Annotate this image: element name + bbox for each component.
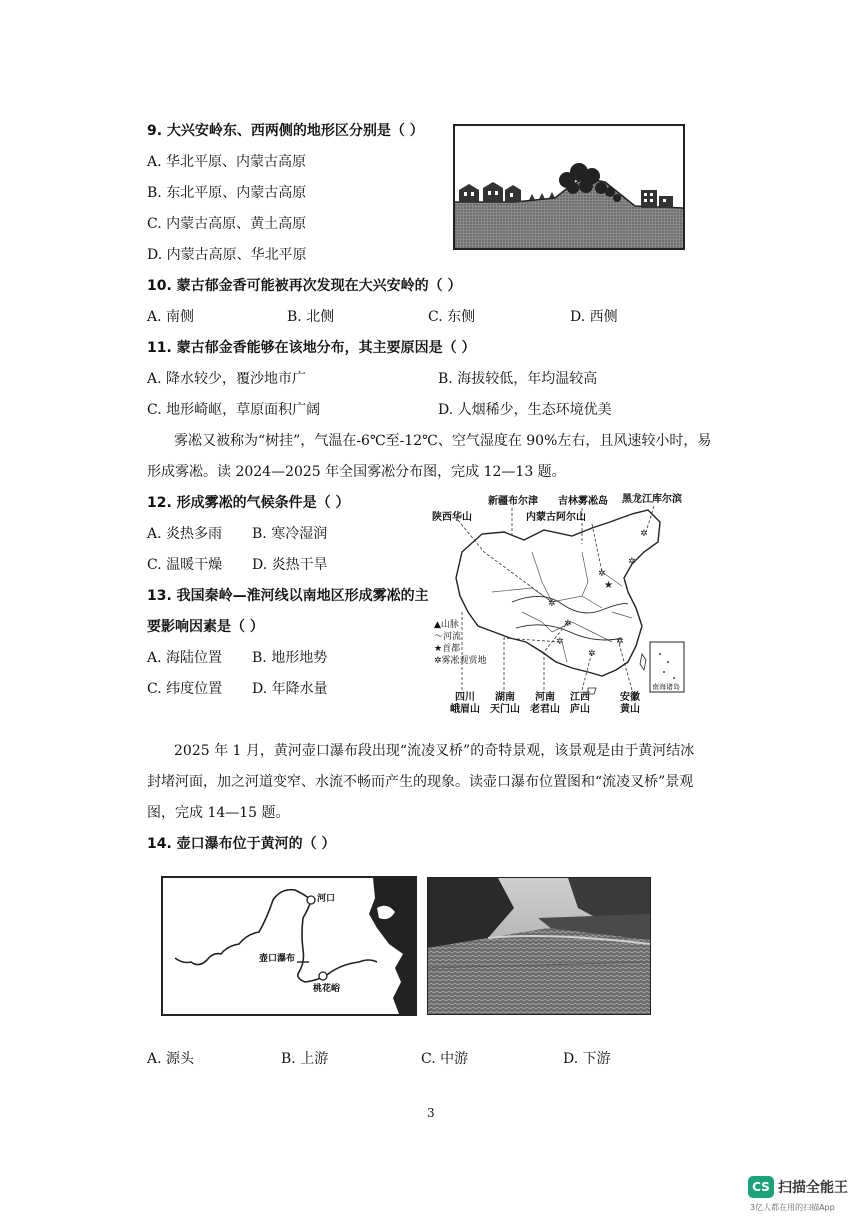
inset-label: 南海诸岛 bbox=[652, 683, 680, 691]
q13-option-c: C. 纬度位置 bbox=[147, 681, 223, 697]
legend-rivers: ～河流 bbox=[434, 632, 462, 642]
camscanner-tagline: 3亿人都在用的扫描App bbox=[750, 1203, 835, 1212]
terrain-profile-figure bbox=[453, 124, 685, 250]
yellow-river-svg bbox=[163, 878, 415, 1014]
q13-option-d: D. 年降水量 bbox=[252, 681, 328, 697]
q10-stem: 10. 蒙古郁金香可能被再次发现在大兴安岭的（ ） bbox=[147, 278, 462, 294]
q13-option-b: B. 地形地势 bbox=[252, 650, 328, 666]
map-label-heilongjiang: 黑龙江库尔滨 bbox=[622, 494, 682, 505]
q14-option-b: B. 上游 bbox=[281, 1051, 329, 1067]
svg-text:★: ★ bbox=[604, 580, 613, 591]
legend-mountains: ▲山脉 bbox=[434, 620, 459, 630]
map-label-jiangxi bbox=[570, 692, 590, 716]
label-hukou-falls: 壶口瀑布 bbox=[259, 954, 296, 964]
map-label-henan-province: 河南 bbox=[535, 692, 555, 703]
q9-option-c: C. 内蒙古高原、黄土高原 bbox=[147, 216, 307, 232]
svg-text:✲: ✲ bbox=[588, 649, 596, 659]
q13-stem-line1: 13. 我国秦岭—淮河线以南地区形成雾凇的主 bbox=[147, 588, 429, 604]
map-label-anhui-site: 黄山 bbox=[620, 704, 640, 715]
svg-text:✲: ✲ bbox=[598, 569, 606, 579]
map-label-sichuan-site: 峨眉山 bbox=[450, 704, 480, 715]
terrain-profile-svg bbox=[455, 126, 683, 248]
map-label-jiangxi-province: 江西 bbox=[570, 692, 590, 703]
svg-text:✲: ✲ bbox=[564, 619, 572, 629]
map-label-henan-site: 老君山 bbox=[530, 704, 560, 715]
map-label-xinjiang: 新疆布尔津 bbox=[488, 496, 538, 507]
q11-option-d: D. 人烟稀少，生态环境优美 bbox=[438, 402, 612, 418]
ice-bridge-photo-svg bbox=[428, 878, 650, 1014]
map-label-shaanxi: 陕西华山 bbox=[432, 512, 472, 523]
map-label-hunan-province: 湖南 bbox=[495, 692, 515, 703]
camscanner-logo-icon: CS bbox=[748, 1176, 774, 1198]
q9-option-d: D. 内蒙古高原、华北平原 bbox=[147, 247, 307, 263]
ice-bridge-photo bbox=[427, 877, 651, 1015]
legend-capital: ★首都 bbox=[434, 644, 461, 654]
q14-option-d: D. 下游 bbox=[563, 1051, 611, 1067]
q11-option-a: A. 降水较少，覆沙地市广 bbox=[147, 371, 307, 387]
q12-option-a: A. 炎热多雨 bbox=[147, 526, 223, 542]
q12-option-c: C. 温暖干燥 bbox=[147, 557, 223, 573]
q9-option-b: B. 东北平原、内蒙古高原 bbox=[147, 185, 307, 201]
q10-option-a: A. 南侧 bbox=[147, 309, 195, 325]
map-label-hunan-site: 天门山 bbox=[490, 704, 520, 715]
svg-text:✲: ✲ bbox=[628, 557, 636, 567]
q14-option-a: A. 源头 bbox=[147, 1051, 195, 1067]
svg-text:✲: ✲ bbox=[616, 637, 624, 647]
map-label-hunan bbox=[490, 692, 520, 716]
map-label-anhui-province: 安徽 bbox=[620, 692, 640, 703]
q14-option-c: C. 中游 bbox=[421, 1051, 469, 1067]
passage1-line2: 形成雾凇。读 2024—2025 年全国雾凇分布图，完成 12—13 题。 bbox=[147, 464, 566, 480]
svg-text:✲: ✲ bbox=[640, 529, 648, 539]
q12-option-b: B. 寒冷湿润 bbox=[252, 526, 328, 542]
passage1-line1: 雾凇又被称为“树挂”，气温在-6℃至-12℃、空气湿度在 90%左右，且风速较小时，易 bbox=[174, 433, 712, 449]
map-label-henan bbox=[530, 692, 560, 716]
map-label-jilin: 吉林雾凇岛 bbox=[558, 496, 608, 507]
rime-distribution-map bbox=[432, 492, 694, 724]
q9-option-a: A. 华北平原、内蒙古高原 bbox=[147, 154, 307, 170]
q11-stem: 11. 蒙古郁金香能够在该地分布，其主要原因是（ ） bbox=[147, 340, 476, 356]
svg-text:✲: ✲ bbox=[556, 637, 564, 647]
q12-stem: 12. 形成雾凇的气候条件是（ ） bbox=[147, 495, 350, 511]
map-label-anhui bbox=[620, 692, 640, 716]
map-label-sichuan bbox=[450, 692, 480, 716]
q13-stem-line2: 要影响因素是（ ） bbox=[147, 619, 264, 635]
legend-capital-label: 首都 bbox=[442, 644, 461, 654]
q12-option-d: D. 炎热干旱 bbox=[252, 557, 328, 573]
camscanner-name: 扫描全能王 bbox=[778, 1180, 848, 1196]
q11-option-c: C. 地形崎岖，草原面积广阔 bbox=[147, 402, 321, 418]
q13-option-a: A. 海陆位置 bbox=[147, 650, 223, 666]
hukou-location-map bbox=[161, 876, 417, 1016]
map-label-sichuan-province: 四川 bbox=[455, 692, 475, 703]
svg-text:✲: ✲ bbox=[548, 599, 556, 609]
passage2-line1: 2025 年 1 月，黄河壶口瀑布段出现“流凌叉桥”的奇特景观，该景观是由于黄河结冰 bbox=[174, 743, 695, 759]
label-hekou: 河口 bbox=[317, 894, 336, 904]
q14-stem: 14. 壶口瀑布位于黄河的（ ） bbox=[147, 836, 336, 852]
page-number: 3 bbox=[427, 1106, 435, 1120]
camscanner-watermark bbox=[748, 1176, 858, 1222]
passage2-line3: 图，完成 14—15 题。 bbox=[147, 805, 290, 821]
legend-mountains-label: 山脉 bbox=[440, 620, 459, 630]
legend-rime-sites: ✲雾凇观赏地 bbox=[434, 656, 487, 666]
legend-rime-sites-label: 雾凇观赏地 bbox=[441, 656, 487, 666]
q10-option-c: C. 东侧 bbox=[428, 309, 476, 325]
map-label-neimenggu: 内蒙古阿尔山 bbox=[526, 512, 586, 523]
map-label-jiangxi-site: 庐山 bbox=[570, 704, 590, 715]
passage2-line2: 封堵河面，加之河道变窄、水流不畅而产生的现象。读壶口瀑布位置图和“流凌叉桥”景观 bbox=[147, 774, 694, 790]
label-taohuayu: 桃花峪 bbox=[313, 984, 341, 994]
legend-rivers-label: 河流 bbox=[443, 632, 462, 642]
q9-stem: 9. 大兴安岭东、西两侧的地形区分别是（ ） bbox=[147, 123, 424, 139]
q10-option-b: B. 北侧 bbox=[287, 309, 335, 325]
q11-option-b: B. 海拔较低，年均温较高 bbox=[438, 371, 598, 387]
q10-option-d: D. 西侧 bbox=[570, 309, 618, 325]
